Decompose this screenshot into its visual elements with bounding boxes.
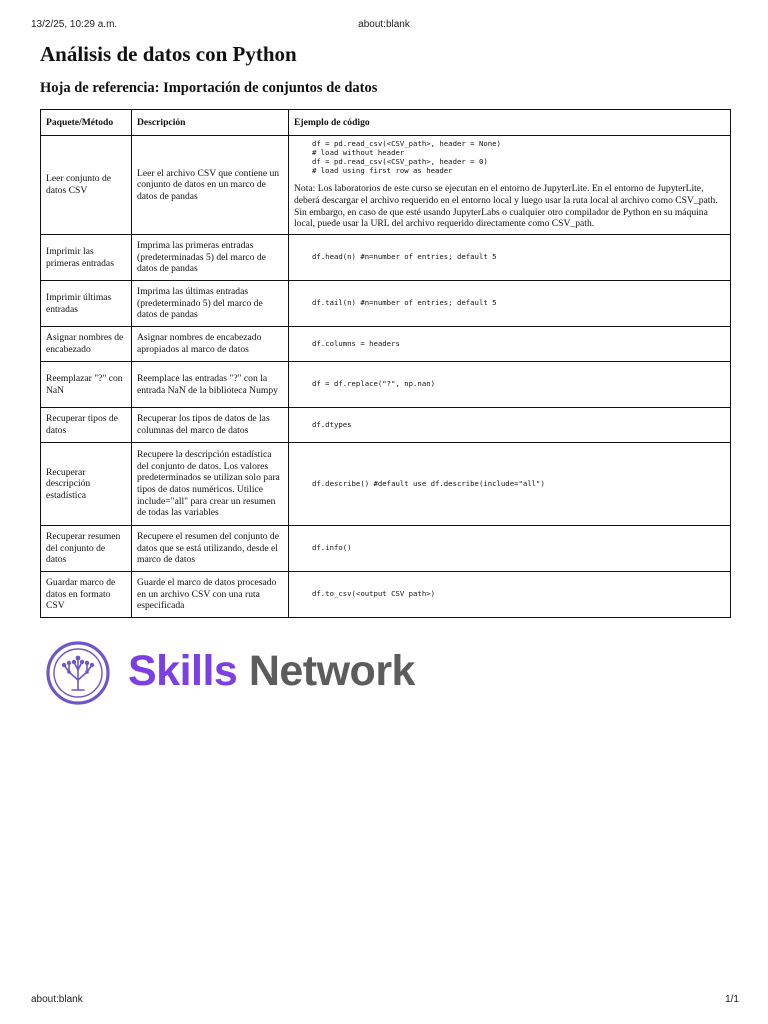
skills-network-tree-icon	[45, 640, 111, 706]
code-cell	[289, 136, 731, 235]
description-cell: Reemplace las entradas "?" con la entrada NaN de la biblioteca Numpy	[132, 362, 289, 408]
table-row	[41, 327, 731, 362]
logo-wordmark	[128, 647, 415, 696]
column-header-description: Descripción	[132, 110, 289, 136]
table-row	[41, 281, 731, 327]
method-cell: Asignar nombres de encabezado	[41, 327, 132, 362]
description-cell: Recupere la descripción estadística del conjunto de datos. Los valores predeterminados se utilizan solo para tipos de datos numéricos. Utilice include="all" para crear un resumen de todas las variables	[132, 443, 289, 526]
code-snippet: df = df.replace("?", np.nan)	[312, 379, 436, 389]
code-snippet: df.tail(n) #n=number of entries; default 5	[312, 298, 497, 308]
jupyterlite-note: Nota: Los laboratorios de este curso se ejecutan en el entorno de JupyterLite. En el entorno de JupyterLite, deberá descargar el archivo requerido en el entorno local y luego usar la ruta local al archivo como CSV_path. Sin embargo, en caso de que esté usando JupyterLabs o cualquier otro compilador de Python en su máquina local, puede usar la URL del archivo requerido directamente como CSV_path.	[294, 183, 718, 230]
table-row	[41, 526, 731, 572]
reference-table	[40, 109, 731, 618]
skills-network-logo	[45, 640, 445, 704]
print-footer-url: about:blank	[31, 994, 83, 1005]
browser-print-footer	[0, 994, 768, 1008]
code-cell	[289, 281, 731, 327]
method-cell: Recuperar descripción estadística	[41, 443, 132, 526]
code-cell	[289, 408, 731, 443]
description-cell: Guarde el marco de datos procesado en un archivo CSV con una ruta especificada	[132, 572, 289, 618]
description-cell: Recupere el resumen del conjunto de datos que se está utilizando, desde el marco de datos	[132, 526, 289, 572]
table-row	[41, 235, 731, 281]
description-cell: Imprima las primeras entradas (predeterminadas 5) del marco de datos de pandas	[132, 235, 289, 281]
method-cell: Imprimir las primeras entradas	[41, 235, 132, 281]
code-cell	[289, 362, 731, 408]
code-snippet: df.dtypes	[312, 419, 352, 429]
code-snippet: df.info()	[312, 543, 352, 553]
print-datetime: 13/2/25, 10:29 a.m.	[31, 19, 118, 30]
code-cell	[289, 443, 731, 526]
code-snippet: df.to_csv(<output CSV path>)	[312, 589, 436, 599]
code-cell	[289, 327, 731, 362]
document-subtitle: Hoja de referencia: Importación de conjuntos de datos	[40, 80, 378, 96]
code-cell	[289, 235, 731, 281]
code-cell	[289, 526, 731, 572]
code-snippet: df.columns = headers	[312, 338, 400, 348]
table-row	[41, 408, 731, 443]
code-snippet: df.describe() #default use df.describe(include="all")	[312, 478, 545, 488]
code-snippet: df.head(n) #n=number of entries; default 5	[312, 252, 497, 262]
browser-print-header	[0, 19, 768, 33]
description-cell: Leer el archivo CSV que contiene un conjunto de datos en un marco de datos de pandas	[132, 136, 289, 235]
logo-word-network: Network	[248, 647, 415, 695]
table-row	[41, 443, 731, 526]
method-cell: Imprimir últimas entradas	[41, 281, 132, 327]
code-snippet: df = pd.read_csv(<CSV_path>, header = None) # load without header df = pd.read_csv(<CSV_path>, header = 0) # load using first row as header	[312, 139, 501, 175]
table-row	[41, 572, 731, 618]
method-cell: Recuperar resumen del conjunto de datos	[41, 526, 132, 572]
table-header-row	[41, 110, 731, 136]
document-title: Análisis de datos con Python	[40, 42, 297, 66]
description-cell: Imprima las últimas entradas (predeterminado 5) del marco de datos de pandas	[132, 281, 289, 327]
logo-word-skills: Skills	[128, 647, 238, 695]
table-row	[41, 362, 731, 408]
table-row	[41, 136, 731, 235]
method-cell: Recuperar tipos de datos	[41, 408, 132, 443]
description-cell: Asignar nombres de encabezado apropiados al marco de datos	[132, 327, 289, 362]
code-cell	[289, 572, 731, 618]
column-header-method: Paquete/Método	[41, 110, 132, 136]
page-number: 1/1	[725, 994, 739, 1005]
method-cell: Guardar marco de datos en formato CSV	[41, 572, 132, 618]
column-header-code-example: Ejemplo de código	[289, 110, 731, 136]
print-header-url: about:blank	[358, 19, 410, 30]
method-cell: Leer conjunto de datos CSV	[41, 136, 132, 235]
description-cell: Recuperar los tipos de datos de las columnas del marco de datos	[132, 408, 289, 443]
method-cell: Reemplazar "?" con NaN	[41, 362, 132, 408]
